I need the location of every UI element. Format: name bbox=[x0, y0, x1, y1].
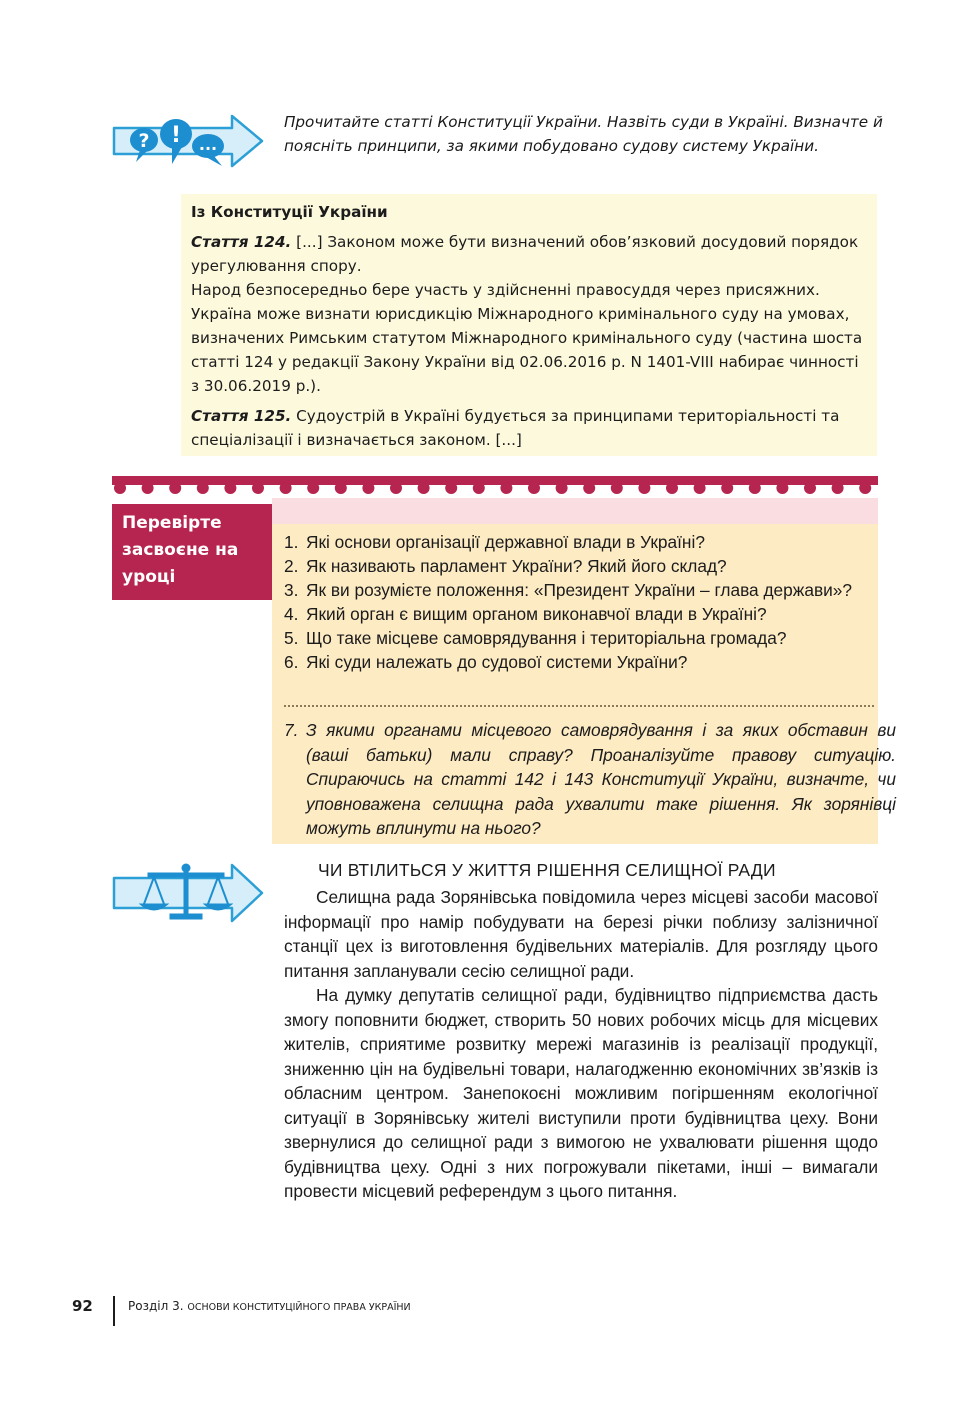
question-text: Який орган є вищим органом виконавчої влади в Україні? bbox=[306, 604, 767, 624]
scallop-dot bbox=[749, 482, 761, 494]
scallop-dot bbox=[859, 482, 871, 494]
question-item bbox=[284, 578, 878, 602]
question-item bbox=[284, 626, 878, 650]
question-number: 7. bbox=[284, 720, 299, 740]
case-paragraph: Селищна рада Зорянівська повідомила через місцеві засоби масової інформації про намір побудувати на березі річки поблизу залізничної станції цех із виготовлення будівельних матеріалів. Для розгляду цього питання запланували сесію селищної ради. bbox=[284, 887, 878, 981]
dotted-separator bbox=[284, 705, 874, 707]
scalloped-divider bbox=[112, 476, 878, 498]
scallop-dot bbox=[307, 482, 319, 494]
ellipsis-glyph: ... bbox=[198, 135, 218, 154]
footer-section: Розділ 3. bbox=[128, 1299, 184, 1313]
question-list bbox=[284, 530, 878, 674]
scallop-dot bbox=[114, 482, 126, 494]
question-number: 4. bbox=[284, 604, 299, 624]
scallop-dot bbox=[142, 482, 154, 494]
scallop-dot bbox=[224, 482, 236, 494]
scallop-dot bbox=[611, 482, 623, 494]
scallop-dot bbox=[252, 482, 264, 494]
question-mark-glyph: ? bbox=[138, 130, 150, 152]
page-number: 92 bbox=[72, 1297, 93, 1315]
article-124-para-3: Україна може визнати юрисдикцію Міжнародного кримінального суду на умовах, визначених Римським статутом Міжнародного кримінального суду (частина шоста статті 124 у редакції Закону України від 02.06.2016 р. N 1401-VIII набирає чинності з 30.06.2019 р.). bbox=[191, 305, 863, 395]
question-number: 1. bbox=[284, 532, 299, 552]
question-item bbox=[284, 554, 878, 578]
scallop-dot bbox=[776, 482, 788, 494]
article-124-text: [...] Законом може бути визначений обов’язковий досудовий порядок урегулювання спору. bbox=[191, 233, 859, 275]
question-text: Які основи організації державної влади в Україні? bbox=[306, 532, 705, 552]
question-text: Як ви розумієте положення: «Президент України – глава держави»? bbox=[306, 580, 853, 600]
question-item bbox=[284, 602, 878, 626]
constitution-excerpt bbox=[181, 194, 877, 456]
scallop-dot bbox=[832, 482, 844, 494]
scallop-dot bbox=[418, 482, 430, 494]
running-footer bbox=[128, 1299, 411, 1315]
pink-band bbox=[272, 498, 878, 524]
case-paragraph: На думку депутатів селищної ради, будівництво підприємства дасть змогу поповнити бюджет, створить 50 нових робочих місць для місцевих жителів, сприятиме розвитку мережі магазинів із реалізації продукції, зниженню цін на будівельні товари, налагодженню економічних зв’язків із обласним центром. Занепокоєні можливим погіршенням екологічної ситуації в Зорянівську жителі виступили проти будівництва цеху. Вони звернулися до селищної ради з вимогою не ухвалювати рішення щодо будівництва цеху. Одні з них погрожували пікетами, інші – вимагали провести місцевий референдум з цього питання. bbox=[284, 985, 878, 1201]
scallop-dot bbox=[694, 482, 706, 494]
exclamation-glyph: ! bbox=[170, 123, 182, 148]
scallop-dot bbox=[666, 482, 678, 494]
scallop-dot bbox=[197, 482, 209, 494]
scallop-dot bbox=[445, 482, 457, 494]
question-number: 6. bbox=[284, 652, 299, 672]
scallop-dot bbox=[335, 482, 347, 494]
task-instruction: Прочитайте статті Конституції України. Назвіть суди в Україні. Визначте й поясніть принципи, за якими побудовано судову систему України. bbox=[284, 113, 883, 155]
question-number: 3. bbox=[284, 580, 299, 600]
question-text: Які суди належать до судової системи України? bbox=[306, 652, 688, 672]
scallop-dot bbox=[362, 482, 374, 494]
scallop-dot bbox=[390, 482, 402, 494]
scallop-dot bbox=[556, 482, 568, 494]
article-125-label: Стаття 125. bbox=[191, 407, 292, 425]
check-section-label: Перевірте засвоєне на уроці bbox=[112, 504, 272, 600]
scallop-dot bbox=[473, 482, 485, 494]
question-text: Як називають парламент України? Який його склад? bbox=[306, 556, 727, 576]
case-body bbox=[284, 885, 878, 1204]
scallop-dot bbox=[169, 482, 181, 494]
footer-section-title: ОСНОВИ КОНСТИТУЦІЙНОГО ПРАВА УКРАЇНИ bbox=[187, 1302, 411, 1313]
excerpt-title: Із Конституції України bbox=[191, 203, 388, 221]
question-item bbox=[284, 650, 878, 674]
question-number: 5. bbox=[284, 628, 299, 648]
question-text: З якими органами місцевого самоврядування і за яких обставин ви (ваші батьки) мали справу? Проаналізуйте правову ситуацію. Спираючись на статті 142 і 143 Конституції України, визначте, чи уповноважена селищна рада ухвалити таке рішення. Як зорянівці можуть вплинути на нього? bbox=[306, 720, 896, 838]
article-124-para-2: Народ безпосередньо бере участь у здійсненні правосуддя через присяжних. bbox=[191, 281, 820, 299]
discussion-arrow-icon bbox=[110, 112, 266, 170]
scallop-dot bbox=[500, 482, 512, 494]
article-125-text: Судоустрій в Україні будується за принципами територіальності та спеціалізації і визначається законом. [...] bbox=[191, 407, 840, 449]
scallop-dot bbox=[583, 482, 595, 494]
footer-divider bbox=[113, 1296, 115, 1326]
scallop-dot bbox=[638, 482, 650, 494]
article-125 bbox=[191, 404, 867, 452]
question-7 bbox=[284, 718, 896, 841]
question-item bbox=[284, 530, 878, 554]
scallop-dot bbox=[528, 482, 540, 494]
question-number: 2. bbox=[284, 556, 299, 576]
scallop-dot bbox=[804, 482, 816, 494]
article-124 bbox=[191, 230, 867, 278]
article-124-label: Стаття 124. bbox=[191, 233, 292, 251]
case-title: ЧИ ВТІЛИТЬСЯ У ЖИТТЯ РІШЕННЯ СЕЛИЩНОЇ РАДИ bbox=[318, 860, 776, 880]
scallop-dot bbox=[280, 482, 292, 494]
question-text: Що таке місцеве самоврядування і територіальна громада? bbox=[306, 628, 787, 648]
scales-arrow-icon bbox=[110, 860, 266, 926]
scallop-dot bbox=[721, 482, 733, 494]
